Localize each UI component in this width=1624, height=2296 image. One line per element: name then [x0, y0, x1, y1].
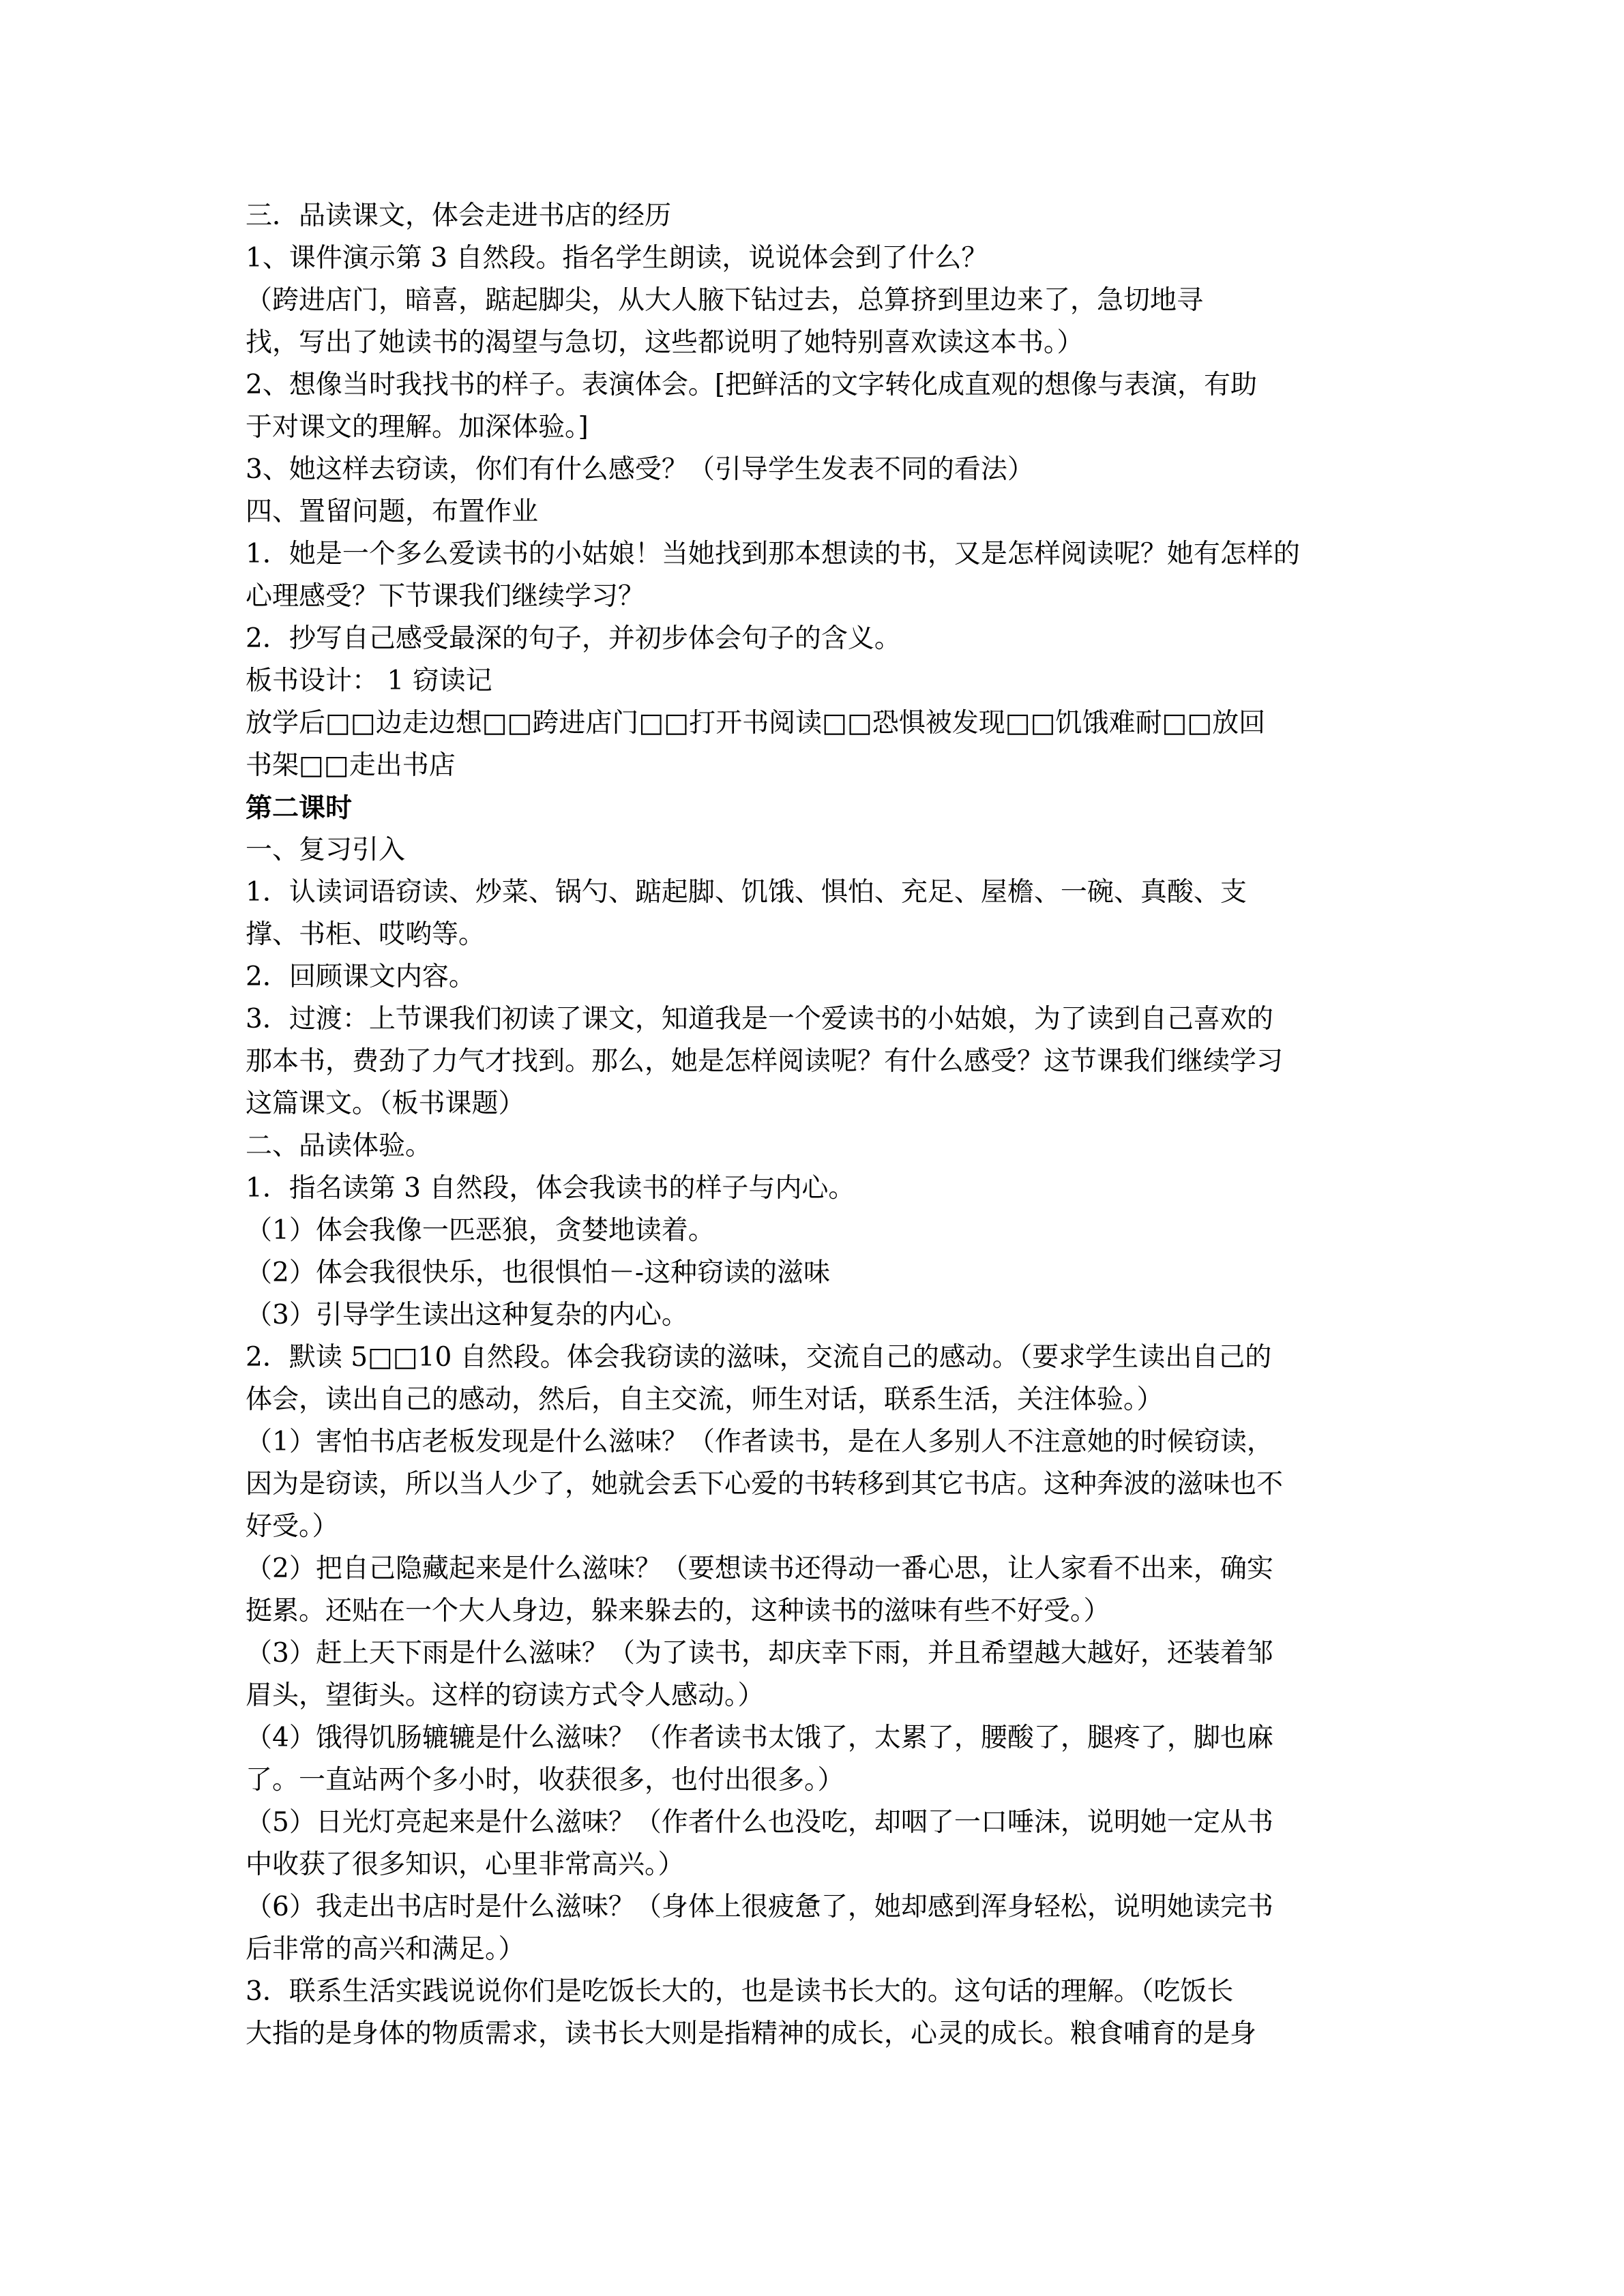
- text-line: 放学后□□边走边想□□跨进店门□□打开书阅读□□恐惧被发现□□饥饿难耐□□放回: [246, 708, 1266, 739]
- text-line: 3、她这样去窃读，你们有什么感受？（引导学生发表不同的看法）: [246, 454, 1034, 485]
- document-body: [246, 195, 1378, 2055]
- text-line: 好受。）: [246, 1511, 339, 1542]
- text-line: 1．她是一个多么爱读书的小姑娘！当她找到那本想读的书，又是怎样阅读呢？她有怎样的: [246, 539, 1300, 569]
- text-line: 后非常的高兴和满足。）: [246, 1934, 525, 1965]
- text-line: 二、品读体验。: [246, 1131, 432, 1161]
- text-line: （5）日光灯亮起来是什么滋味？（作者什么也没吃，却咽了一口唾沫，说明她一定从书: [246, 1807, 1273, 1838]
- text-line: （1）害怕书店老板发现是什么滋味？（作者读书，是在人多别人不注意她的时候窃读，: [246, 1427, 1273, 1457]
- text-line: 撑、书柜、哎哟等。: [246, 919, 486, 950]
- text-line: （1）体会我像一匹恶狼，贪婪地读着。: [246, 1215, 715, 1246]
- text-line: 一、复习引入: [246, 835, 406, 865]
- text-line: 那本书，费劲了力气才找到。那么，她是怎样阅读呢？有什么感受？这节课我们继续学习: [246, 1046, 1284, 1077]
- text-line: 2．回顾课文内容。: [246, 961, 475, 992]
- text-line: 挺累。还贴在一个大人身边，躲来躲去的，这种读书的滋味有些不好受。）: [246, 1596, 1110, 1626]
- text-line: （3）赶上天下雨是什么滋味？（为了读书，却庆幸下雨，并且希望越大越好，还装着邹: [246, 1638, 1273, 1669]
- text-line: （6）我走出书店时是什么滋味？（身体上很疲惫了，她却感到浑身轻松，说明她读完书: [246, 1892, 1273, 1922]
- text-line: 1、课件演示第 3 自然段。指名学生朗读，说说体会到了什么？: [246, 243, 988, 273]
- text-line: 3．过渡：上节课我们初读了课文，知道我是一个爱读书的小姑娘，为了读到自己喜欢的: [246, 1004, 1273, 1034]
- text-line: 板书设计： 1 窃读记: [246, 666, 492, 696]
- text-line: 这篇课文。（板书课题）: [246, 1088, 525, 1119]
- text-line: （2）把自己隐藏起来是什么滋味？（要想读书还得动一番心思，让人家看不出来，确实: [246, 1553, 1273, 1584]
- text-line: 体会，读出自己的感动，然后，自主交流，师生对话，联系生活，关注体验。）: [246, 1384, 1164, 1415]
- text-line: 2．默读 5□□10 自然段。体会我窃读的滋味，交流自己的感动。（要求学生读出自己的: [246, 1342, 1272, 1373]
- text-line: 找，写出了她读书的渴望与急切，这些都说明了她特别喜欢读这本书。）: [246, 327, 1084, 358]
- text-line: （2）体会我很快乐，也很惧怕－-这种窃读的滋味: [246, 1257, 830, 1288]
- text-line: 三．品读课文，体会走进书店的经历: [246, 200, 672, 231]
- text-line: 大指的是身体的物质需求，读书长大则是指精神的成长，心灵的成长。粮食哺育的是身: [246, 2018, 1257, 2049]
- text-line: 心理感受？下节课我们继续学习？: [246, 581, 645, 612]
- text-line: 眉头，望街头。这样的窃读方式令人感动。）: [246, 1680, 765, 1711]
- text-line: 3．联系生活实践说说你们是吃饭长大的，也是读书长大的。这句话的理解。（吃饭长: [246, 1976, 1234, 2007]
- text-line: 于对课文的理解。加深体验。]: [246, 412, 589, 443]
- text-line: 书架□□走出书店: [246, 750, 456, 781]
- text-line: 因为是窃读，所以当人少了，她就会丢下心爱的书转移到其它书店。这种奔波的滋味也不: [246, 1469, 1284, 1500]
- text-line: 1．认读词语窃读、炒菜、锅勺、踮起脚、饥饿、惧怕、充足、屋檐、一碗、真酸、支: [246, 877, 1247, 908]
- text-line: 四、置留问题，布置作业: [246, 496, 539, 527]
- text-line: （跨进店门，暗喜，踮起脚尖，从大人腋下钻过去，总算挤到里边来了，急切地寻: [246, 285, 1204, 316]
- text-line: 1．指名读第 3 自然段，体会我读书的样子与内心。: [246, 1173, 855, 1204]
- section-heading: 第二课时: [246, 792, 353, 824]
- text-line: 2、想像当时我找书的样子。表演体会。[把鲜活的文字转化成直观的想像与表演，有助: [246, 370, 1258, 400]
- text-line: 2．抄写自己感受最深的句子，并初步体会句子的含义。: [246, 623, 901, 654]
- text-line: 了。一直站两个多小时，收获很多，也付出很多。）: [246, 1765, 844, 1795]
- text-line: （4）饿得饥肠辘辘是什么滋味？（作者读书太饿了，太累了，腰酸了，腿疼了，脚也麻: [246, 1723, 1273, 1753]
- text-line: 中收获了很多知识，心里非常高兴。）: [246, 1849, 685, 1880]
- text-line: （3）引导学生读出这种复杂的内心。: [246, 1300, 688, 1330]
